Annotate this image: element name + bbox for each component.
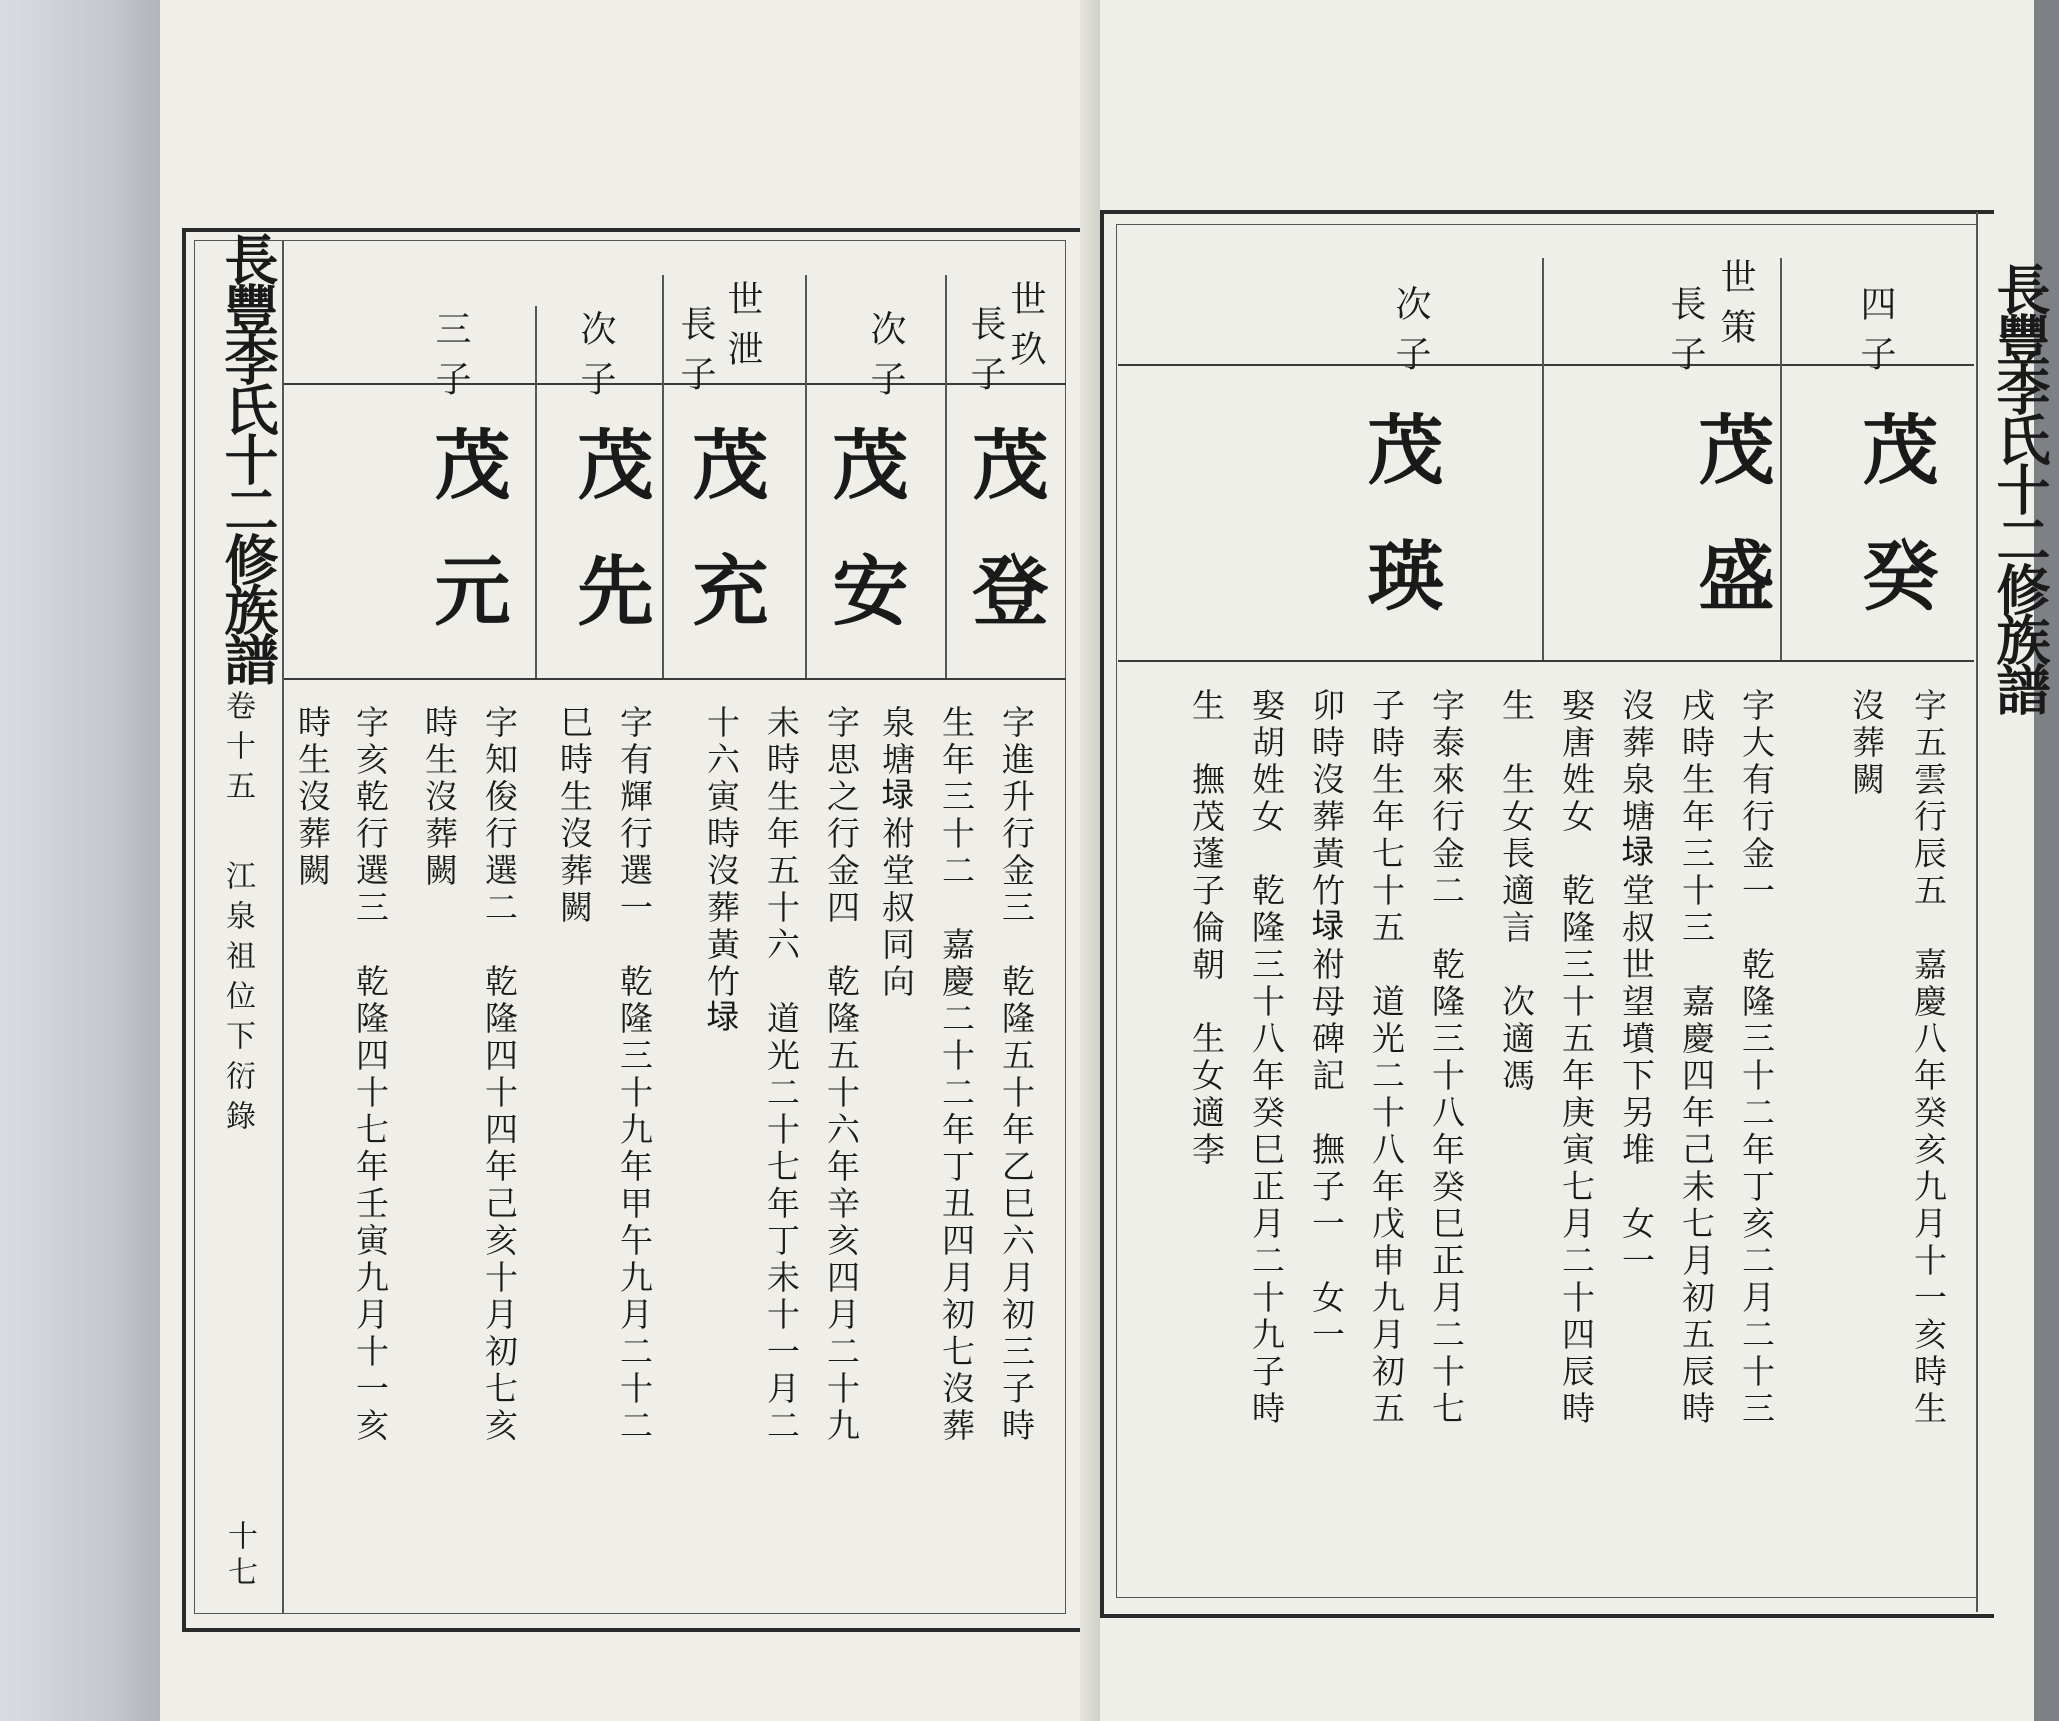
left-page bbox=[160, 0, 1100, 1721]
biography-line: 時生沒葬闕 bbox=[293, 705, 332, 890]
generation-title: 世策 bbox=[1715, 258, 1756, 358]
biography-line: 娶唐姓女 乾隆三十五年庚寅七月二十四辰時 bbox=[1557, 688, 1596, 1428]
scan-background bbox=[0, 0, 185, 1721]
person-name: 茂盛 bbox=[1686, 410, 1775, 662]
generation-title: 世泄 bbox=[722, 280, 763, 380]
person-name: 茂先 bbox=[565, 425, 654, 677]
biography-line: 字大有行金一 乾隆三十二年丁亥二月二十三 bbox=[1737, 688, 1776, 1428]
left-entry-divider bbox=[535, 306, 537, 678]
person-name: 茂登 bbox=[960, 425, 1049, 677]
person-name: 茂瑛 bbox=[1355, 410, 1444, 662]
folio-number: 十七 bbox=[222, 1520, 257, 1592]
biography-line: 生 生女長適言 次適馮 bbox=[1497, 688, 1536, 1095]
biography-line: 戌時生年三十三 嘉慶四年己未七月初五辰時 bbox=[1677, 688, 1716, 1428]
right-gen-row-divider bbox=[1118, 364, 1974, 366]
biography-line: 卯時沒葬黃竹𡍖祔母碑記 撫子一 女一 bbox=[1307, 688, 1346, 1354]
left-entry-divider bbox=[805, 275, 807, 678]
biography-line: 泉塘𡍖祔堂叔同向 bbox=[877, 705, 916, 1001]
right-entry-divider bbox=[1542, 258, 1544, 660]
rank-label: 次子 bbox=[865, 310, 906, 410]
biography-line: 字泰來行金二 乾隆三十八年癸巳正月二十七 bbox=[1427, 688, 1466, 1428]
biography-line: 未時生年五十六 道光二十七年丁未十一月二 bbox=[762, 705, 801, 1445]
rank-label: 長子 bbox=[1665, 285, 1706, 385]
rank-label: 次子 bbox=[575, 310, 616, 410]
generation-title: 世玖 bbox=[1005, 280, 1046, 380]
book-title: 長豐李氏十二修族譜 bbox=[1988, 262, 2052, 712]
biography-line: 時生沒葬闕 bbox=[420, 705, 459, 890]
biography-line: 字亥乾行選三 乾隆四十七年壬寅九月十一亥 bbox=[351, 705, 390, 1445]
biography-line: 沒葬泉塘𡍖堂叔世望墳下另堆 女一 bbox=[1617, 688, 1656, 1280]
volume-label: 卷十五 bbox=[220, 690, 255, 810]
biography-line: 沒葬闕 bbox=[1847, 688, 1886, 799]
rank-label: 長子 bbox=[965, 305, 1006, 405]
biography-line: 字思之行金四 乾隆五十六年辛亥四月二十九 bbox=[822, 705, 861, 1445]
person-name: 茂元 bbox=[422, 425, 511, 677]
rank-label: 三子 bbox=[430, 310, 471, 410]
biography-line: 字五雲行辰五 嘉慶八年癸亥九月十一亥時生 bbox=[1909, 688, 1948, 1428]
book-title: 長豐李氏十二修族譜 bbox=[216, 232, 280, 682]
rank-label: 四子 bbox=[1855, 285, 1896, 385]
biography-line: 子時生年七十五 道光二十八年戊申九月初五 bbox=[1367, 688, 1406, 1428]
person-name: 茂安 bbox=[820, 425, 909, 677]
biography-line: 娶胡姓女 乾隆三十八年癸巳正月二十九子時 bbox=[1247, 688, 1286, 1428]
biography-line: 字有輝行選一 乾隆三十九年甲午九月二十二 bbox=[615, 705, 654, 1445]
right-margin-divider bbox=[1976, 212, 1978, 1612]
rank-label: 長子 bbox=[675, 305, 716, 405]
biography-line: 十六寅時沒葬黃竹𡍖 bbox=[702, 705, 741, 1038]
left-entry-divider bbox=[945, 275, 947, 678]
right-page bbox=[1100, 0, 2052, 1721]
biography-line: 字進升行金三 乾隆五十年乙巳六月初三子時 bbox=[997, 705, 1036, 1445]
biography-line: 巳時生沒葬闕 bbox=[555, 705, 594, 927]
biography-line: 生年三十二 嘉慶二十二年丁丑四月初七沒葬 bbox=[937, 705, 976, 1445]
biography-line: 生 撫茂蓬子倫朝 生女適李 bbox=[1187, 688, 1226, 1169]
person-name: 茂充 bbox=[680, 425, 769, 677]
section-label: 江泉祖位下衍錄 bbox=[220, 860, 255, 1140]
biography-line: 字知俊行選二 乾隆四十四年己亥十月初七亥 bbox=[480, 705, 519, 1445]
left-name-row-divider bbox=[284, 678, 1066, 680]
rank-label: 次子 bbox=[1390, 285, 1431, 385]
person-name: 茂癸 bbox=[1850, 410, 1939, 662]
